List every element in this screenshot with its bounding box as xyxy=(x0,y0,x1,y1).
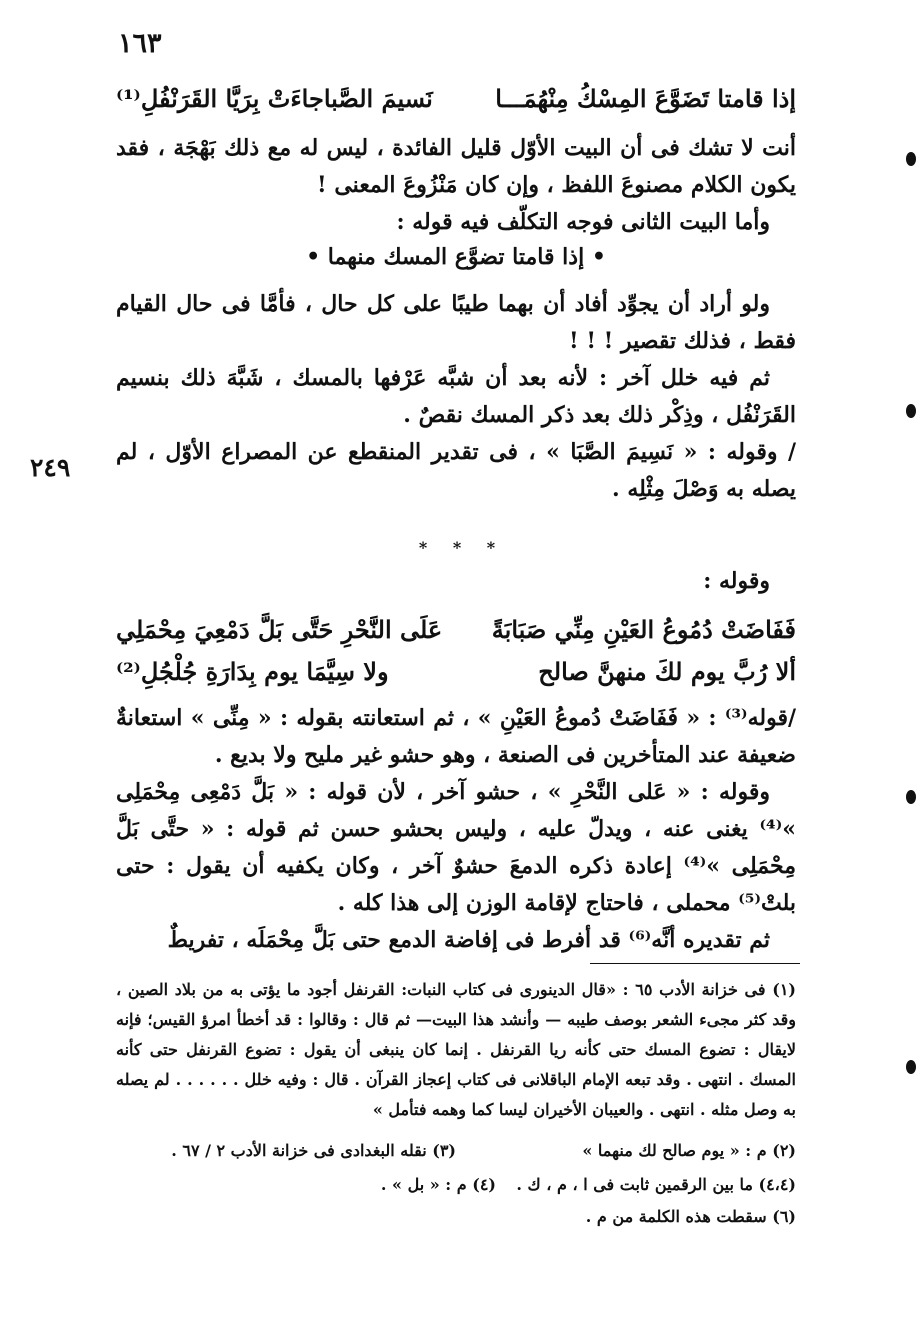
verse-second-hemistich: نَسيمَ الصَّباجاءَتْ بِرَيَّا القَرَنْفُلِ⁽¹⁾ xyxy=(116,84,433,113)
paragraph: ثم فيه خلل آخر : لأنه بعد أن شبَّه عَرْفها بالمسك ، شَبَّهَ ذلك بنسيم القَرَنْفُل ، وذِكْر ذلك بعد ذكر المسك نقصٌ . xyxy=(116,365,796,428)
verse-line xyxy=(116,615,796,644)
section-separator: * * * xyxy=(418,538,506,557)
verse-first-hemistich: ألا رُبَّ يوم لكَ منهنَّ صالح xyxy=(538,657,796,686)
verse-line xyxy=(116,84,796,113)
commentary-block xyxy=(116,130,796,241)
paragraph: ثم تقديره أنَّه⁽⁶⁾ قد أفرط فى إفاضة الدمع حتى بَلَّ مِحْمَلَه ، تفريطٌ xyxy=(167,927,770,953)
paragraph: /قوله⁽³⁾ : « فَفَاضَتْ دُموعُ العَيْنِ » ، ثم استعانته بقوله : « مِنِّى » استعانةٌ ضعيفة عند المتأخرين فى الصنعة ، وهو حشو غير مليح ولا بديع . xyxy=(116,705,796,768)
footnote-4-range: (٤،٤) ما بين الرقمين ثابت فى ا ، م ، ك . xyxy=(516,1175,796,1194)
margin-page-reference: ٢٤٩ xyxy=(30,453,71,482)
paragraph: وأما البيت الثانى فوجه التكلّف فيه قوله : xyxy=(396,209,770,235)
verse-first-hemistich: فَفَاضَتْ دُمُوعُ العَيْنِ مِنِّي صَبَابَةً xyxy=(491,615,796,644)
paragraph: / وقوله : « نَسِيمَ الصَّبَا » ، فى تقدير المنقطع عن المصراع الأوّل ، لم يصله به وَصْلَ مِثْلِه . xyxy=(116,439,796,502)
paragraph: ولو أراد أن يجوِّد أفاد أن بهما طيبًا على كل حال ، فأمَّا فى حال القيام فقط ، فذلك تقصير ! ! ! xyxy=(116,291,796,354)
verse-second-hemistich: عَلَى النَّحْرِ حَتَّى بَلَّ دَمْعِيَ مِحْمَلِي xyxy=(116,615,443,644)
footnote-rule xyxy=(590,963,800,964)
footnote xyxy=(116,975,796,1125)
footnote-4: (٤) م : « بل » . xyxy=(380,1175,496,1194)
quoted-hemistich: • إذا قامتا تضوَّع المسك منهما • xyxy=(306,244,606,270)
footnote-6: (٦) سقطت هذه الكلمة من م . xyxy=(585,1207,796,1226)
paragraph: وقوله : « عَلى النَّحْرِ » ، حشو آخر ، لأن قوله : « بَلَّ دَمْعِى مِحْمَلِى »⁽⁴⁾ يغنى عنه ، ويدلّ عليه ، وليس بحشو حسن ثم قوله : « حتَّى بَلَّ مِحْمَلِى »⁽⁴⁾ إعادة ذكره الدمعَ حشوٌ آخر ، وكان يكفيه أن يقول : حتى بلتْ⁽⁵⁾ محملى ، فاحتاج لإقامة الوزن إلى هذا كله . xyxy=(116,779,796,916)
paragraph: أنت لا تشك فى أن البيت الأوّل قليل الفائدة ، ليس له مع ذلك بَهْجَة ، فقد يكون الكلام مصنوعَ اللفظ ، وإن كان مَنْزُوعَ المعنى ! xyxy=(116,135,796,198)
page-number: ١٦٣ xyxy=(118,28,162,59)
commentary-block xyxy=(116,286,796,508)
footnote-2: (٢) م : « يوم صالح لك منهما » xyxy=(582,1141,796,1160)
margin-mark-dot xyxy=(906,790,916,804)
verse-second-hemistich: ولا سِيَّمَا يوم بِدَارَةِ جُلْجُلِ⁽²⁾ xyxy=(116,657,389,686)
margin-mark-dot xyxy=(906,404,916,418)
verse-first-hemistich: إذا قامتا تَضَوَّعَ المِسْكُ مِنْهُمَـــا xyxy=(495,84,796,113)
margin-mark-dot xyxy=(906,152,916,166)
verse-line xyxy=(116,657,796,686)
section-intro: وقوله : xyxy=(703,568,770,594)
margin-mark-dot xyxy=(906,1060,916,1074)
commentary-block xyxy=(116,700,796,959)
footnote-1: (١) فى خزانة الأدب ٦٥ : «قال الدينورى فى كتاب النبات: القرنفل أجود ما يؤتى به من بلاد الصين ، وقد كثر مجىء الشعر بوصف طيبه — وأنشد هذا البيت— ثم قال : وقالوا : قد أخطأ امرؤ القيس؛ فإنه لايقال : تضوع المسك حتى كأنه ريا القرنفل . إنما كان ينبغى أن يقول : تضوع القرنفل حتى كأنه المسك . انتهى . وقد تبعه الإمام الباقلانى فى كتاب إعجاز القرآن . قال : وفيه خلل . . . . . . لم يصله به وصل مثله . انتهى . والعيبان الأخيران ليسا كما وهمه فتأمل » xyxy=(116,980,796,1119)
footnote-3: (٣) نقله البغدادى فى خزانة الأدب ٢ / ٦٧ . xyxy=(171,1141,456,1160)
